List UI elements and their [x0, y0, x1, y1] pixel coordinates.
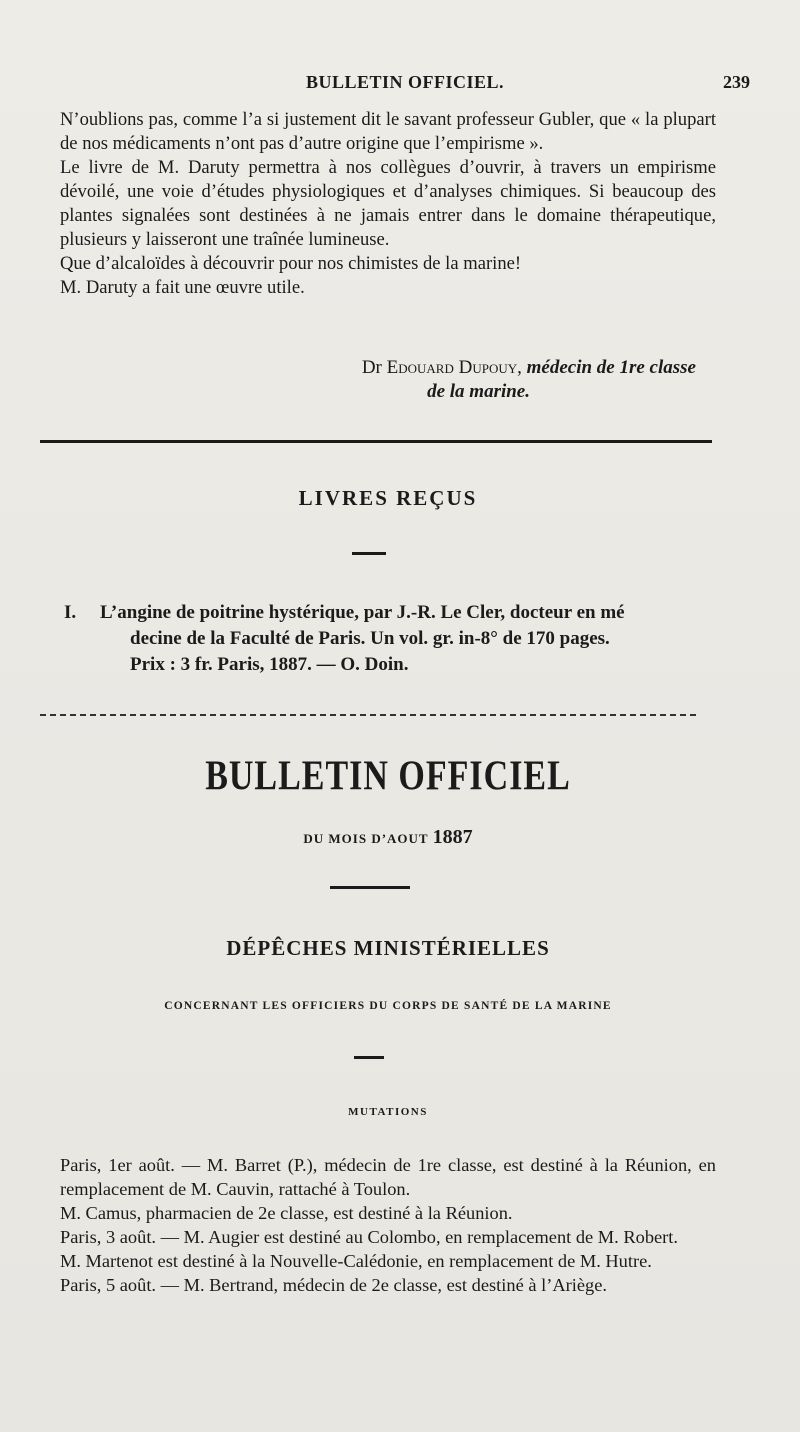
mutation-entry: Paris, 1er août. — M. Barret (P.), médecin de 1re classe, est destiné à la Réunion, en remplacement de M. Cauvin, rattaché à Toulon. — [60, 1155, 716, 1199]
short-divider — [330, 886, 410, 889]
article-paragraph: M. Daruty a fait une œuvre utile. — [60, 277, 305, 298]
page-number: 239 — [723, 72, 750, 92]
signature — [60, 356, 696, 404]
article-text — [60, 108, 716, 300]
book-entry-line: Prix : 3 fr. Paris, 1887. — O. Doin. — [130, 654, 409, 675]
book-entry — [64, 600, 716, 678]
signature-role: médecin de 1re classe — [526, 357, 696, 378]
bulletin-subtitle — [60, 826, 716, 849]
concernant-heading: CONCERNANT LES OFFICIERS DU CORPS DE SANTÉ DE LA MARINE — [164, 1000, 612, 1012]
livres-heading: LIVRES REÇUS — [298, 486, 478, 510]
book-entry-line: L’angine de poitrine hystérique, par J.-R. Le Cler, docteur en mé — [100, 602, 625, 623]
bulletin-subtitle-year: 1887 — [432, 826, 473, 848]
signature-role-2: de la marine. — [427, 381, 530, 402]
article-paragraph: Le livre de M. Daruty permettra à nos collègues d’ouvrir, à travers un empirisme dévoilé, une voie d’études physiologiques et d’analyses chimiques. Si beaucoup des plantes signalées sont destinées à ne jamais entrer dans le domaine thérapeutique, plusieurs y laisseront une traînée lumineuse. — [60, 157, 716, 250]
mutation-entry: Paris, 5 août. — M. Bertrand, médecin de 2e classe, est destiné à l’Ariège. — [60, 1275, 607, 1295]
short-divider — [352, 552, 386, 555]
signature-prefix: Dr — [361, 357, 382, 378]
running-header — [60, 72, 750, 98]
depeches-heading: DÉPÊCHES MINISTÉRIELLES — [226, 936, 550, 960]
article-paragraph: Que d’alcaloïdes à découvrir pour nos chimistes de la marine! — [60, 253, 522, 274]
mutation-entry: M. Martenot est destiné à la Nouvelle-Calédonie, en remplacement de M. Hutre. — [60, 1251, 652, 1271]
mutation-entry: Paris, 3 août. — M. Augier est destiné au Colombo, en remplacement de M. Robert. — [60, 1227, 679, 1247]
dotted-divider — [40, 714, 696, 716]
short-divider — [354, 1056, 384, 1059]
mutations-list — [60, 1153, 716, 1297]
article-paragraph: N’oublions pas, comme l’a si justement dit le savant professeur Gubler, que « la plupart de nos médicaments n’ont pas d’autre origine que l’empirisme ». — [60, 109, 716, 154]
bulletin-title: BULLETIN OFFICIEL — [205, 753, 571, 800]
mutations-heading: MUTATIONS — [348, 1106, 428, 1118]
book-entry-line: decine de la Faculté de Paris. Un vol. gr. in-8° de 170 pages. — [130, 628, 610, 649]
mutation-entry: M. Camus, pharmacien de 2e classe, est destiné à la Réunion. — [60, 1203, 513, 1223]
running-header-title: BULLETIN OFFICIEL. — [305, 72, 505, 92]
bulletin-subtitle-month: DU MOIS D’AOUT — [303, 831, 429, 846]
signature-name: Edouard Dupouy, — [386, 357, 522, 378]
section-divider — [40, 440, 712, 443]
book-entry-index: I. — [64, 602, 77, 623]
